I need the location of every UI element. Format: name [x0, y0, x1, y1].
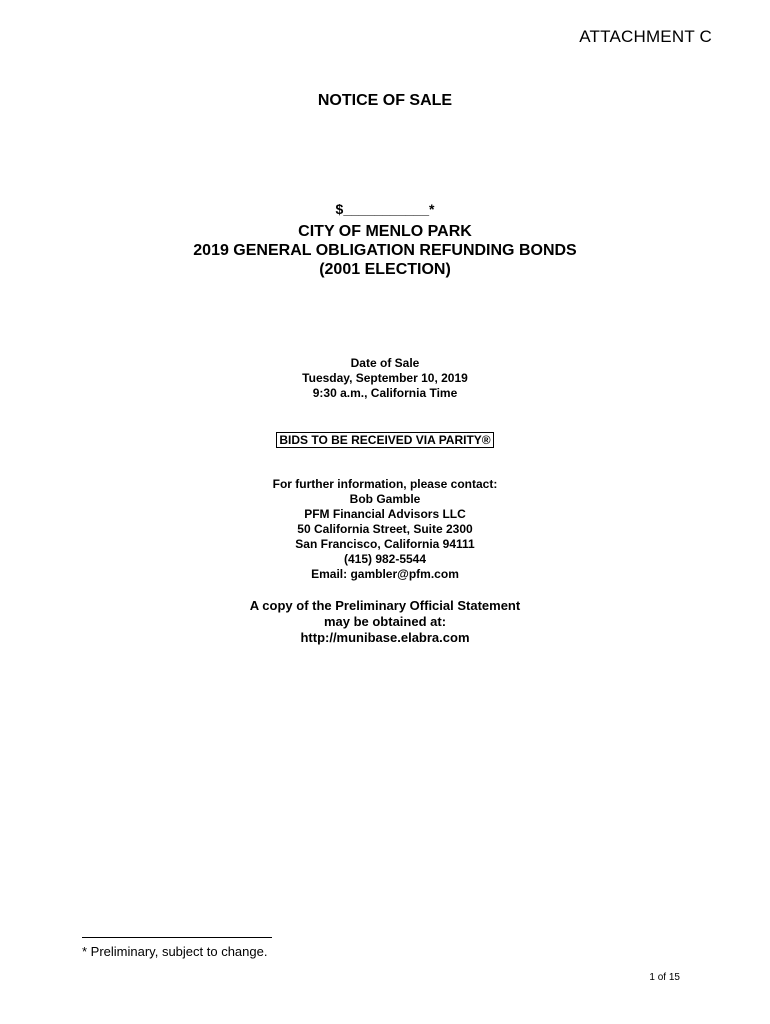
contact-phone: (415) 982-5544 [343, 552, 427, 566]
bond-amount-line: $___________* [335, 201, 435, 217]
bond-title-block [0, 222, 770, 279]
sale-time: 9:30 a.m., California Time [312, 386, 458, 400]
contact-street: 50 California Street, Suite 2300 [297, 522, 473, 536]
footnote: * Preliminary, subject to change. [82, 944, 268, 959]
election-year: (2001 ELECTION) [319, 261, 451, 278]
contact-email: Email: gambler@pfm.com [311, 567, 459, 581]
contact-heading: For further information, please contact: [272, 477, 498, 491]
official-statement-line-2: may be obtained at: [323, 614, 447, 629]
document-title: NOTICE OF SALE [317, 92, 453, 109]
issuer-name: CITY OF MENLO PARK [298, 223, 472, 240]
bond-series-name: 2019 GENERAL OBLIGATION REFUNDING BONDS [193, 242, 577, 259]
official-statement-block [0, 598, 770, 646]
bids-notice-wrap [0, 431, 770, 449]
page-number: 1 of 15 [649, 972, 680, 983]
sale-date: Tuesday, September 10, 2019 [302, 371, 468, 385]
sale-info-block [0, 356, 770, 401]
official-statement-url: http://munibase.elabra.com [300, 630, 470, 645]
contact-person: Bob Gamble [349, 492, 421, 506]
contact-company: PFM Financial Advisors LLC [304, 507, 466, 521]
contact-block [0, 477, 770, 582]
sale-date-heading: Date of Sale [350, 356, 420, 370]
official-statement-line-1: A copy of the Preliminary Official Statement [249, 598, 521, 613]
bids-notice-box: BIDS TO BE RECEIVED VIA PARITY® [276, 432, 493, 448]
footnote-divider [82, 937, 272, 938]
attachment-label: ATTACHMENT C [579, 27, 712, 46]
contact-city: San Francisco, California 94111 [295, 537, 475, 551]
